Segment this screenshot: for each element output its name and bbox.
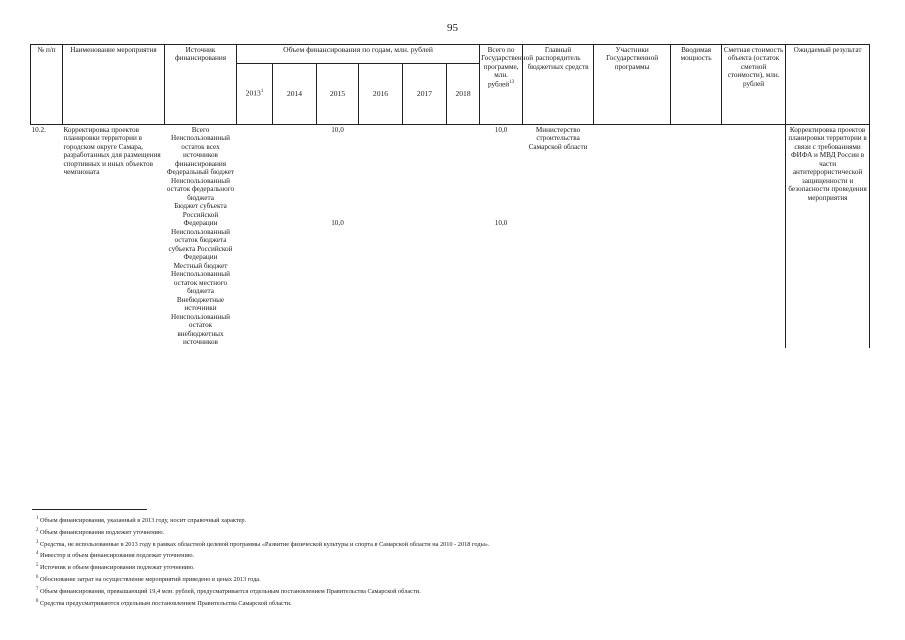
- header-num: № п/п: [31, 45, 63, 125]
- source-item: Местный бюджет: [173, 261, 228, 270]
- row-capacity: [671, 125, 722, 348]
- footnote-text: Объем финансирования, указанный в 2013 году, носит справочный характер.: [39, 517, 247, 525]
- cell-2018: [447, 125, 480, 348]
- header-year-2013-sup: 1: [260, 89, 264, 95]
- footnote-item: [36, 549, 876, 561]
- cell-2016: [359, 125, 403, 348]
- header-year-2017: 2017: [403, 64, 447, 125]
- footnote-mark: 8: [36, 598, 39, 604]
- footnote-text: Источник и объем финансирования подлежат уточнению.: [39, 564, 195, 572]
- footnote-item: [36, 561, 876, 573]
- header-row-top: [31, 45, 870, 64]
- header-expected-result: Ожидаемый результат: [786, 45, 870, 125]
- row-estimated-cost: [722, 125, 786, 348]
- table-row: [31, 125, 870, 348]
- value-gap: [318, 134, 358, 219]
- value-2015-total: 10,0: [331, 126, 344, 134]
- footnote-text: Объем финансирования, превышающий 19,4 млн. рублей, предусматривается отдельным постановлением Правительства Самарской области.: [39, 587, 421, 595]
- footnote-mark: 4: [36, 551, 39, 557]
- footnotes: [36, 514, 876, 608]
- footnote-item: [36, 526, 876, 538]
- value-gap: [481, 134, 522, 219]
- header-year-2014: 2014: [273, 64, 317, 125]
- footnote-text: Обоснование затрат на осуществление мероприятий приведено в ценах 2013 года.: [39, 576, 261, 584]
- header-year-2016: 2016: [359, 64, 403, 125]
- row-expected-result: Корректировка проектов планировки территории в связи с требованиями ФИФА и МВД России в части антитеррористической защищенности и безопасности проведения мероприятия: [786, 125, 870, 348]
- footnote-text: Объем финансирования подлежит уточнению.: [39, 528, 165, 536]
- header-funding-years: Объем финансирования по годам, млн. рублей: [237, 45, 480, 64]
- header-estimated-cost: Сметная стоимость объекта (остаток сметной стоимости), млн. рублей: [722, 45, 786, 125]
- footnote-mark: 3: [36, 539, 39, 545]
- source-item: Неиспользованный остаток местного бюджета: [171, 270, 230, 296]
- value-2015-subject: 10,0: [331, 219, 344, 228]
- source-item: Неиспользованный остаток бюджета субъекта Российской Федерации: [168, 227, 233, 262]
- row-name: Корректировка проектов планировки территории в городском округе Самара, разработанных для размещения спортивных и иных объектов чемпионата: [63, 126, 161, 177]
- header-year-2015: 2015: [317, 64, 359, 125]
- footnote-item: [36, 597, 876, 609]
- header-total: [480, 45, 534, 125]
- header-participants: Участники Государственной программы: [594, 45, 671, 125]
- cell-total: [480, 125, 523, 348]
- header-source: Источник финансирования: [165, 45, 237, 125]
- source-item: Федеральный бюджет: [166, 168, 235, 177]
- header-name: Наименование мероприятия: [63, 45, 165, 125]
- footnote-mark: 1: [36, 516, 39, 521]
- source-item: Неиспользованный остаток внебюджетных источников: [171, 312, 230, 347]
- footnote-item: [36, 573, 876, 585]
- source-item: Неиспользованный остаток федерального бюджета: [166, 176, 235, 202]
- footnote-text: Инвестор и объем финансирования подлежат уточнению.: [39, 552, 195, 560]
- footnote-item: [36, 538, 876, 550]
- financing-table: [30, 44, 870, 348]
- total-subject: 10,0: [494, 219, 508, 228]
- footnote-mark: 5: [36, 563, 39, 569]
- row-sources: [165, 125, 237, 348]
- footnote-text: Средства, не использованные в 2013 году в рамках областной целевой программы «Развитие физической культуры и спорта в Самарской области на 2010 - 2018 годы».: [39, 540, 490, 548]
- footnote-mark: 6: [36, 574, 39, 580]
- footnote-mark: 2: [36, 527, 39, 533]
- cell-2014: [273, 125, 317, 348]
- page-number: 95: [447, 22, 458, 34]
- header-year-2013-text: 2013: [245, 88, 261, 98]
- header-capacity: Вводимая мощность: [671, 45, 722, 125]
- row-num: 10.2.: [31, 126, 46, 134]
- header-total-sup: 13: [509, 79, 515, 85]
- footnote-divider: [32, 509, 147, 510]
- row-main-manager: Министерство строительства Самарской области: [528, 126, 588, 151]
- source-item: Бюджет субъекта Российской Федерации: [174, 202, 227, 228]
- footnote-item: [36, 514, 876, 526]
- total-total: 10,0: [494, 126, 508, 134]
- source-item: Всего: [191, 126, 210, 134]
- header-year-2013: [237, 64, 273, 125]
- row-participants: [594, 125, 671, 348]
- source-item: Внебюджетные источники: [176, 295, 225, 313]
- header-total-text: Всего по Государственной программе, млн. рублей: [481, 46, 534, 89]
- cell-2013: [237, 125, 273, 348]
- source-item: Неиспользованный остаток всех источников финансирования: [171, 134, 230, 168]
- footnote-mark: 7: [36, 586, 39, 592]
- footnote-item: [36, 585, 876, 597]
- footnote-text: Средства предусматриваются отдельным постановлением Правительства Самарской области.: [39, 599, 292, 607]
- cell-2015: [317, 125, 359, 348]
- cell-2017: [403, 125, 447, 348]
- header-main-manager: Главный распорядитель бюджетных средств: [523, 45, 594, 125]
- header-year-2018: 2018: [447, 64, 480, 125]
